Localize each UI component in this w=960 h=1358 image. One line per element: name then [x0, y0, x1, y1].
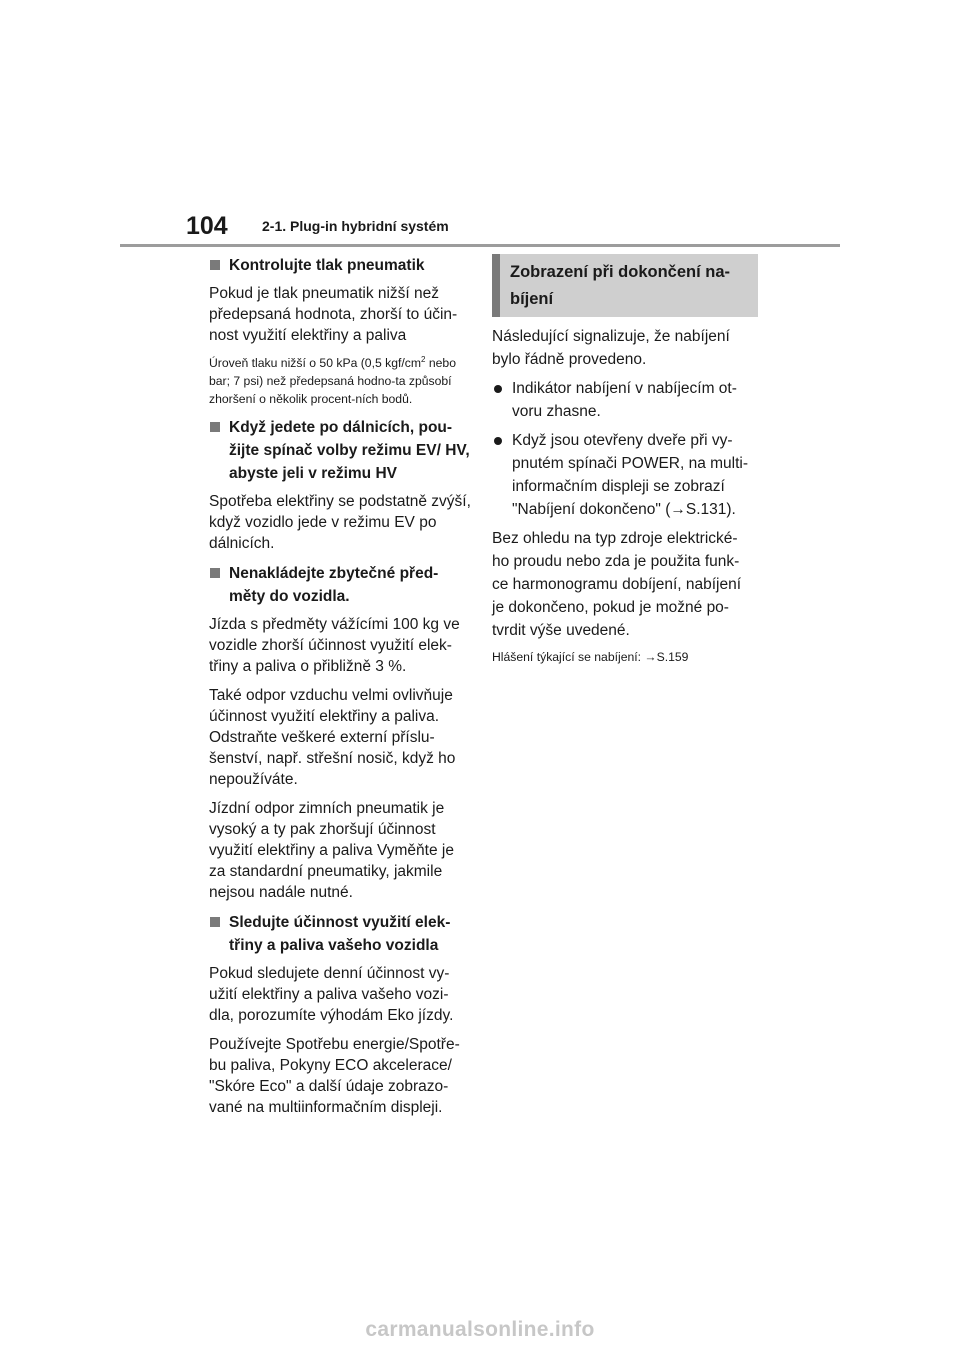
- list-item: Když jsou otevřeny dveře při vy-pnutém spínači POWER, na multi-informačním displeji se zobrazí "Nabíjení dokončeno" (→S.131).: [492, 429, 754, 521]
- header-rule: [120, 244, 840, 247]
- list-item: Indikátor nabíjení v nabíjecím ot-voru zhasne.: [492, 377, 754, 423]
- left-column: [209, 254, 471, 1126]
- paragraph: Používejte Spotřebu energie/Spotře-bu paliva, Pokyny ECO akcelerace/ "Skóre Eco" a další údaje zobrazo-vané na multiinformačním displeji.: [209, 1036, 460, 1116]
- square-bullet-icon: [210, 917, 220, 927]
- square-bullet-icon: [210, 422, 220, 432]
- bullet-dot-icon: [494, 385, 502, 393]
- section-heading-tire-pressure: Kontrolujte tlak pneumatik: [209, 254, 471, 277]
- square-bullet-icon: [210, 568, 220, 578]
- page-number: 104: [186, 212, 228, 240]
- section-heading-highway: Když jedete po dálnicích, pou-žijte spínač volby režimu EV/ HV, abyste jeli v režimu HV: [209, 416, 471, 485]
- paragraph: Také odpor vzduchu velmi ovlivňuje účinnost využití elektřiny a paliva. Odstraňte veškeré externí příslu-šenství, např. střešní nosič, když ho nepoužíváte.: [209, 687, 456, 788]
- section-heading-load: Nenakládejte zbytečné před-měty do vozidla.: [209, 562, 471, 608]
- note-text: Úroveň tlaku nižší o 50 kPa (0,5 kgf/$cm^2$ nebo bar; 7 psi) než předepsaná hodno-ta způsobí zhoršení o několik procent-ních bodů.: [209, 354, 456, 406]
- section-heading-efficiency: Sledujte účinnost využití elek-třiny a paliva vašeho vozidla: [209, 911, 471, 957]
- chapter-title: 2-1. Plug-in hybridní systém: [262, 218, 449, 234]
- right-column: [492, 254, 754, 666]
- reference-note: Hlášení týkající se nabíjení: →S.159: [492, 650, 689, 664]
- section-title-box: Zobrazení při dokončení na-bíjení: [492, 254, 758, 317]
- footer-watermark: carmanualsonline.info: [365, 1318, 595, 1341]
- intro-paragraph: Následující signalizuje, že nabíjení bylo řádně provedeno.: [492, 328, 730, 368]
- paragraph: Spotřeba elektřiny se podstatně zvýší, když vozidlo jede v režimu EV po dálnicích.: [209, 493, 471, 552]
- paragraph: Jízda s předměty vážícími 100 kg ve vozidle zhorší účinnost využití elek-třiny a paliva o přibližně 3 %.: [209, 616, 460, 675]
- paragraph: Bez ohledu na typ zdroje elektrické-ho proudu nebo zda je použita funk-ce harmonogramu dobíjení, nabíjení je dokončeno, pokud je možné po-tvrdit výše uvedené.: [492, 530, 742, 639]
- square-bullet-icon: [210, 260, 220, 270]
- bullet-dot-icon: [494, 437, 502, 445]
- paragraph: Pokud je tlak pneumatik nižší než předepsaná hodnota, zhorší to účin-nost využití elektřiny a paliva: [209, 285, 458, 344]
- paragraph: Pokud sledujete denní účinnost vy-užití elektřiny a paliva vašeho vozi-dla, porozumíte výhodám Eko jízdy.: [209, 965, 454, 1024]
- paragraph: Jízdní odpor zimních pneumatik je vysoký a ty pak zhoršují účinnost využití elektřiny a paliva Vyměňte je za standardní pneumatiky, jakmile nejsou nadále nutné.: [209, 800, 454, 901]
